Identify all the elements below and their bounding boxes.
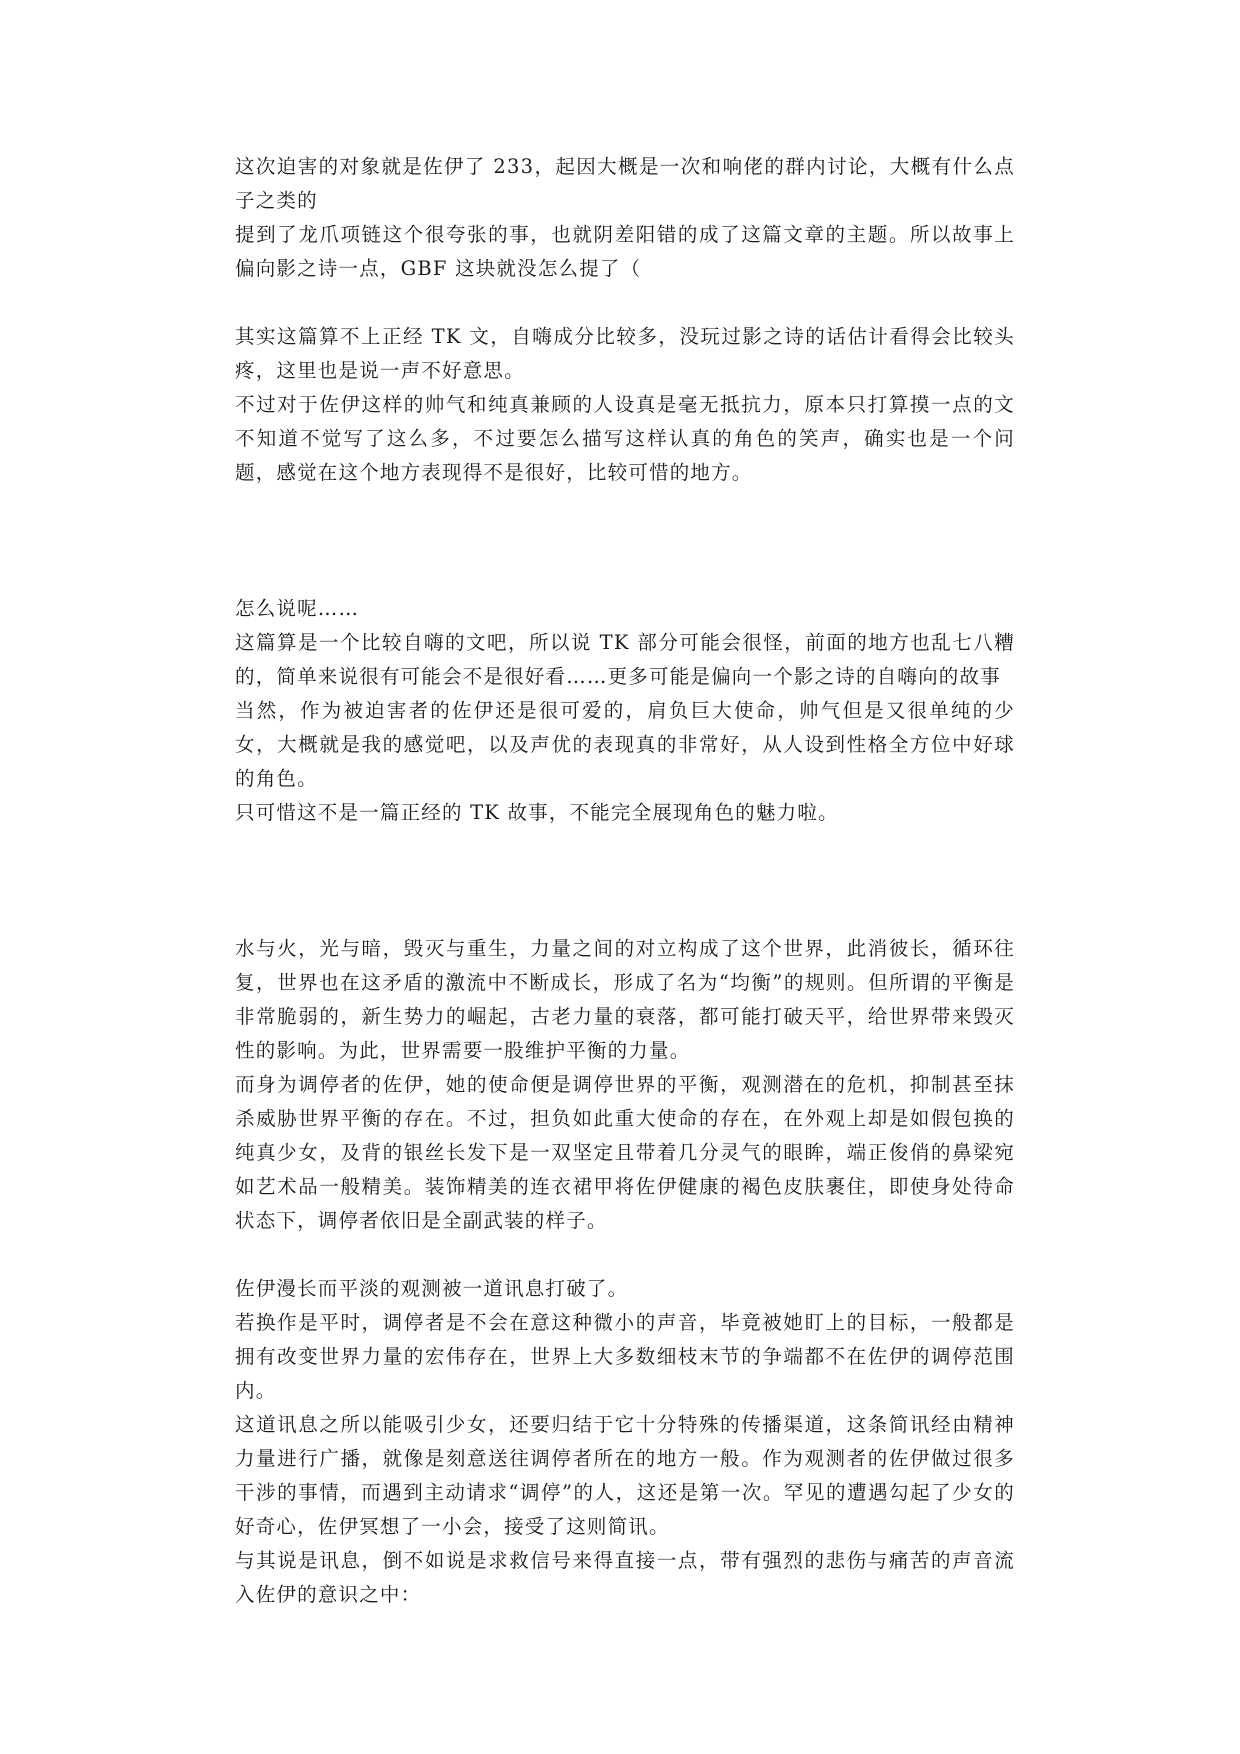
afterword-paragraph-3: 当然，作为被迫害者的佐伊还是很可爱的，肩负巨大使命，帅气但是又很单纯的少女，大概就是我的感觉吧，以及声优的表现真的非常好，从人设到性格全方位中好球的角色。 — [235, 699, 1015, 790]
story-paragraph-5: 这道讯息之所以能吸引少女，还要归结于它十分特殊的传播渠道，这条简讯经由精神力量进行广播，就像是刻意送往调停者所在的地方一般。作为观测者的佐伊做过很多干涉的事情，而遇到主动请求“调停”的人，这还是第一次。罕见的遭遇勾起了少女的好奇心，佐伊冥想了一小会，接受了这则简讯。 — [235, 1413, 1015, 1538]
intro-paragraph-1: 这次迫害的对象就是佐伊了 233，起因大概是一次和响佬的群内讨论，大概有什么点子之类的 — [235, 155, 1015, 212]
afterword-paragraph-4: 只可惜这不是一篇正经的 TK 故事，不能完全展现角色的魅力啦。 — [235, 801, 839, 824]
note-paragraph-1: 其实这篇算不上正经 TK 文，自嗨成分比较多，没玩过影之诗的话估计看得会比较头疼，这里也是说一声不好意思。 — [235, 325, 1015, 382]
afterword-paragraph-1: 怎么说呢…… — [235, 597, 360, 620]
story-paragraph-3: 佐伊漫长而平淡的观测被一道讯息打破了。 — [235, 1277, 629, 1300]
story-paragraph-4: 若换作是平时，调停者是不会在意这种微小的声音，毕竟被她盯上的目标，一般都是拥有改变世界力量的宏伟存在，世界上大多数细枝末节的争端都不在佐伊的调停范围内。 — [235, 1311, 1015, 1402]
blank-line — [235, 1238, 1015, 1272]
section-gap — [235, 830, 1015, 932]
story-paragraph-1: 水与火，光与暗，毁灭与重生，力量之间的对立构成了这个世界，此消彼长，循环往复，世界也在这矛盾的激流中不断成长，形成了名为“均衡”的规则。但所谓的平衡是非常脆弱的，新生势力的崛起，古老力量的衰落，都可能打破天平，给世界带来毁灭性的影响。为此，世界需要一股维护平衡的力量。 — [235, 937, 1015, 1062]
blank-line — [235, 286, 1015, 320]
afterword-paragraph-2: 这篇算是一个比较自嗨的文吧，所以说 TK 部分可能会很怪，前面的地方也乱七八糟的，简单来说很有可能会不是很好看……更多可能是偏向一个影之诗的自嗨向的故事 — [235, 631, 1015, 688]
section-gap — [235, 490, 1015, 592]
intro-paragraph-2: 提到了龙爪项链这个很夸张的事，也就阴差阳错的成了这篇文章的主题。所以故事上偏向影之诗一点，GBF 这块就没怎么提了（ — [235, 223, 1015, 280]
document-page — [235, 150, 1015, 1612]
story-paragraph-6: 与其说是讯息，倒不如说是求救信号来得直接一点，带有强烈的悲伤与痛苦的声音流入佐伊的意识之中： — [235, 1549, 1015, 1606]
story-paragraph-2: 而身为调停者的佐伊，她的使命便是调停世界的平衡，观测潜在的危机，抑制甚至抹杀威胁世界平衡的存在。不过，担负如此重大使命的存在，在外观上却是如假包换的纯真少女，及背的银丝长发下是一双坚定且带着几分灵气的眼眸，端正俊俏的鼻梁宛如艺术品一般精美。装饰精美的连衣裙甲将佐伊健康的褐色皮肤裹住，即使身处待命状态下，调停者依旧是全副武装的样子。 — [235, 1073, 1015, 1232]
note-paragraph-2: 不过对于佐伊这样的帅气和纯真兼顾的人设真是毫无抵抗力，原本只打算摸一点的文不知道不觉写了这么多，不过要怎么描写这样认真的角色的笑声，确实也是一个问题，感觉在这个地方表现得不是很好，比较可惜的地方。 — [235, 393, 1015, 484]
